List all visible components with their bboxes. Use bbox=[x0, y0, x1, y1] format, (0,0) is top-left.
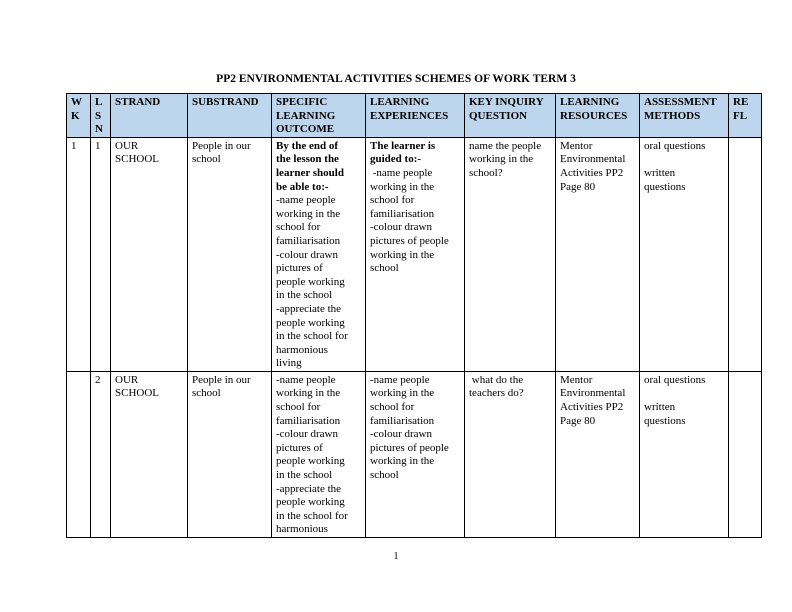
header-row bbox=[67, 94, 762, 138]
cell-strand: OUR SCHOOL bbox=[111, 371, 188, 537]
header-lesson: L S N bbox=[91, 94, 111, 138]
cell-learning-resources: Mentor Environmental Activities PP2 Page 80 bbox=[556, 137, 640, 371]
page-number: 1 bbox=[393, 551, 399, 562]
cell-specific-learning-outcome: By the end of the lesson the learner should be able to:- -name people working in the school for familiarisation -colour drawn pictures of people working in the school -appreciate the people working in the school for harmonious living bbox=[272, 137, 366, 371]
cell-assessment-methods: oral questions written questions bbox=[640, 137, 729, 371]
header-strand: STRAND bbox=[111, 94, 188, 138]
cell-week bbox=[67, 371, 91, 537]
cell-specific-learning-outcome: -name people working in the school for familiarisation -colour drawn pictures of people working in the school -appreciate the people working in the school for harmonious bbox=[272, 371, 366, 537]
document-title: PP2 ENVIRONMENTAL ACTIVITIES SCHEMES OF WORK TERM 3 bbox=[216, 73, 576, 85]
header-reflection: RE FL bbox=[729, 94, 762, 138]
cell-learning-experiences: The learner is guided to:- -name people working in the school for familiarisation -colour drawn pictures of people working in the school bbox=[366, 137, 465, 371]
cell-reflection bbox=[729, 137, 762, 371]
cell-learning-resources: Mentor Environmental Activities PP2 Page 80 bbox=[556, 371, 640, 537]
header-specific-learning-outcome: SPECIFIC LEARNING OUTCOME bbox=[272, 94, 366, 138]
cell-substrand: People in our school bbox=[188, 371, 272, 537]
blank-line bbox=[644, 387, 725, 401]
cell-key-inquiry-question: what do the teachers do? bbox=[465, 371, 556, 537]
cell-lesson: 1 bbox=[91, 137, 111, 371]
header-learning-resources: LEARNING RESOURCES bbox=[556, 94, 640, 138]
cell-strand: OUR SCHOOL bbox=[111, 137, 188, 371]
table-row bbox=[67, 137, 762, 371]
cell-lesson: 2 bbox=[91, 371, 111, 537]
schemes-of-work-table bbox=[66, 93, 762, 538]
cell-substrand: People in our school bbox=[188, 137, 272, 371]
header-week: W K bbox=[67, 94, 91, 138]
cell-assessment-methods: oral questions written questions bbox=[640, 371, 729, 537]
table-row bbox=[67, 371, 762, 537]
header-assessment-methods: ASSESSMENT METHODS bbox=[640, 94, 729, 138]
cell-week: 1 bbox=[67, 137, 91, 371]
header-learning-experiences: LEARNING EXPERIENCES bbox=[366, 94, 465, 138]
cell-learning-experiences: -name people working in the school for familiarisation -colour drawn pictures of people working in the school bbox=[366, 371, 465, 537]
cell-key-inquiry-question: name the people working in the school? bbox=[465, 137, 556, 371]
header-substrand: SUBSTRAND bbox=[188, 94, 272, 138]
header-key-inquiry-question: KEY INQUIRY QUESTION bbox=[465, 94, 556, 138]
cell-reflection bbox=[729, 371, 762, 537]
blank-line bbox=[644, 153, 725, 167]
